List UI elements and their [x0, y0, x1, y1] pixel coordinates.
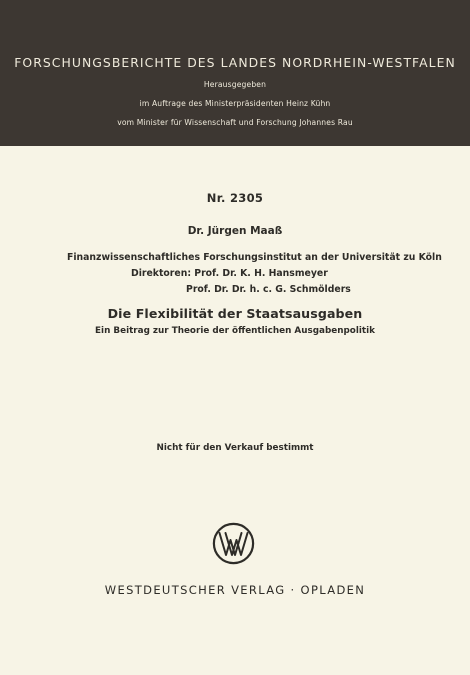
publisher-name: WESTDEUTSCHER VERLAG · OPLADEN	[104, 583, 366, 597]
directors-line-1: Direktoren: Prof. Dr. K. H. Hansmeyer	[131, 268, 328, 279]
editor-line-3: vom Minister für Wissenschaft und Forschung Johannes Rau	[117, 118, 353, 127]
institute-name: Finanzwissenschaftliches Forschungsinstitut an der Universität zu Köln	[67, 252, 442, 263]
book-subtitle: Ein Beitrag zur Theorie der öffentlichen Ausgabenpolitik	[95, 326, 375, 336]
editor-line-1: Herausgegeben	[203, 80, 267, 89]
wv-publisher-logo-icon	[212, 522, 255, 565]
series-banner	[0, 0, 470, 146]
cover-body	[0, 146, 470, 675]
report-number: Nr. 2305	[206, 191, 264, 205]
not-for-sale-notice: Nicht für den Verkauf bestimmt	[156, 443, 314, 453]
book-title: Die Flexibilität der Staatsausgaben	[107, 306, 363, 321]
series-title: FORSCHUNGSBERICHTE DES LANDES NORDRHEIN-WESTFALEN	[14, 55, 456, 70]
editor-line-2: im Auftrage des Ministerpräsidenten Heinz Kühn	[139, 99, 331, 108]
author-name: Dr. Jürgen Maaß	[187, 225, 283, 237]
directors-line-2: Prof. Dr. Dr. h. c. G. Schmölders	[186, 284, 351, 295]
